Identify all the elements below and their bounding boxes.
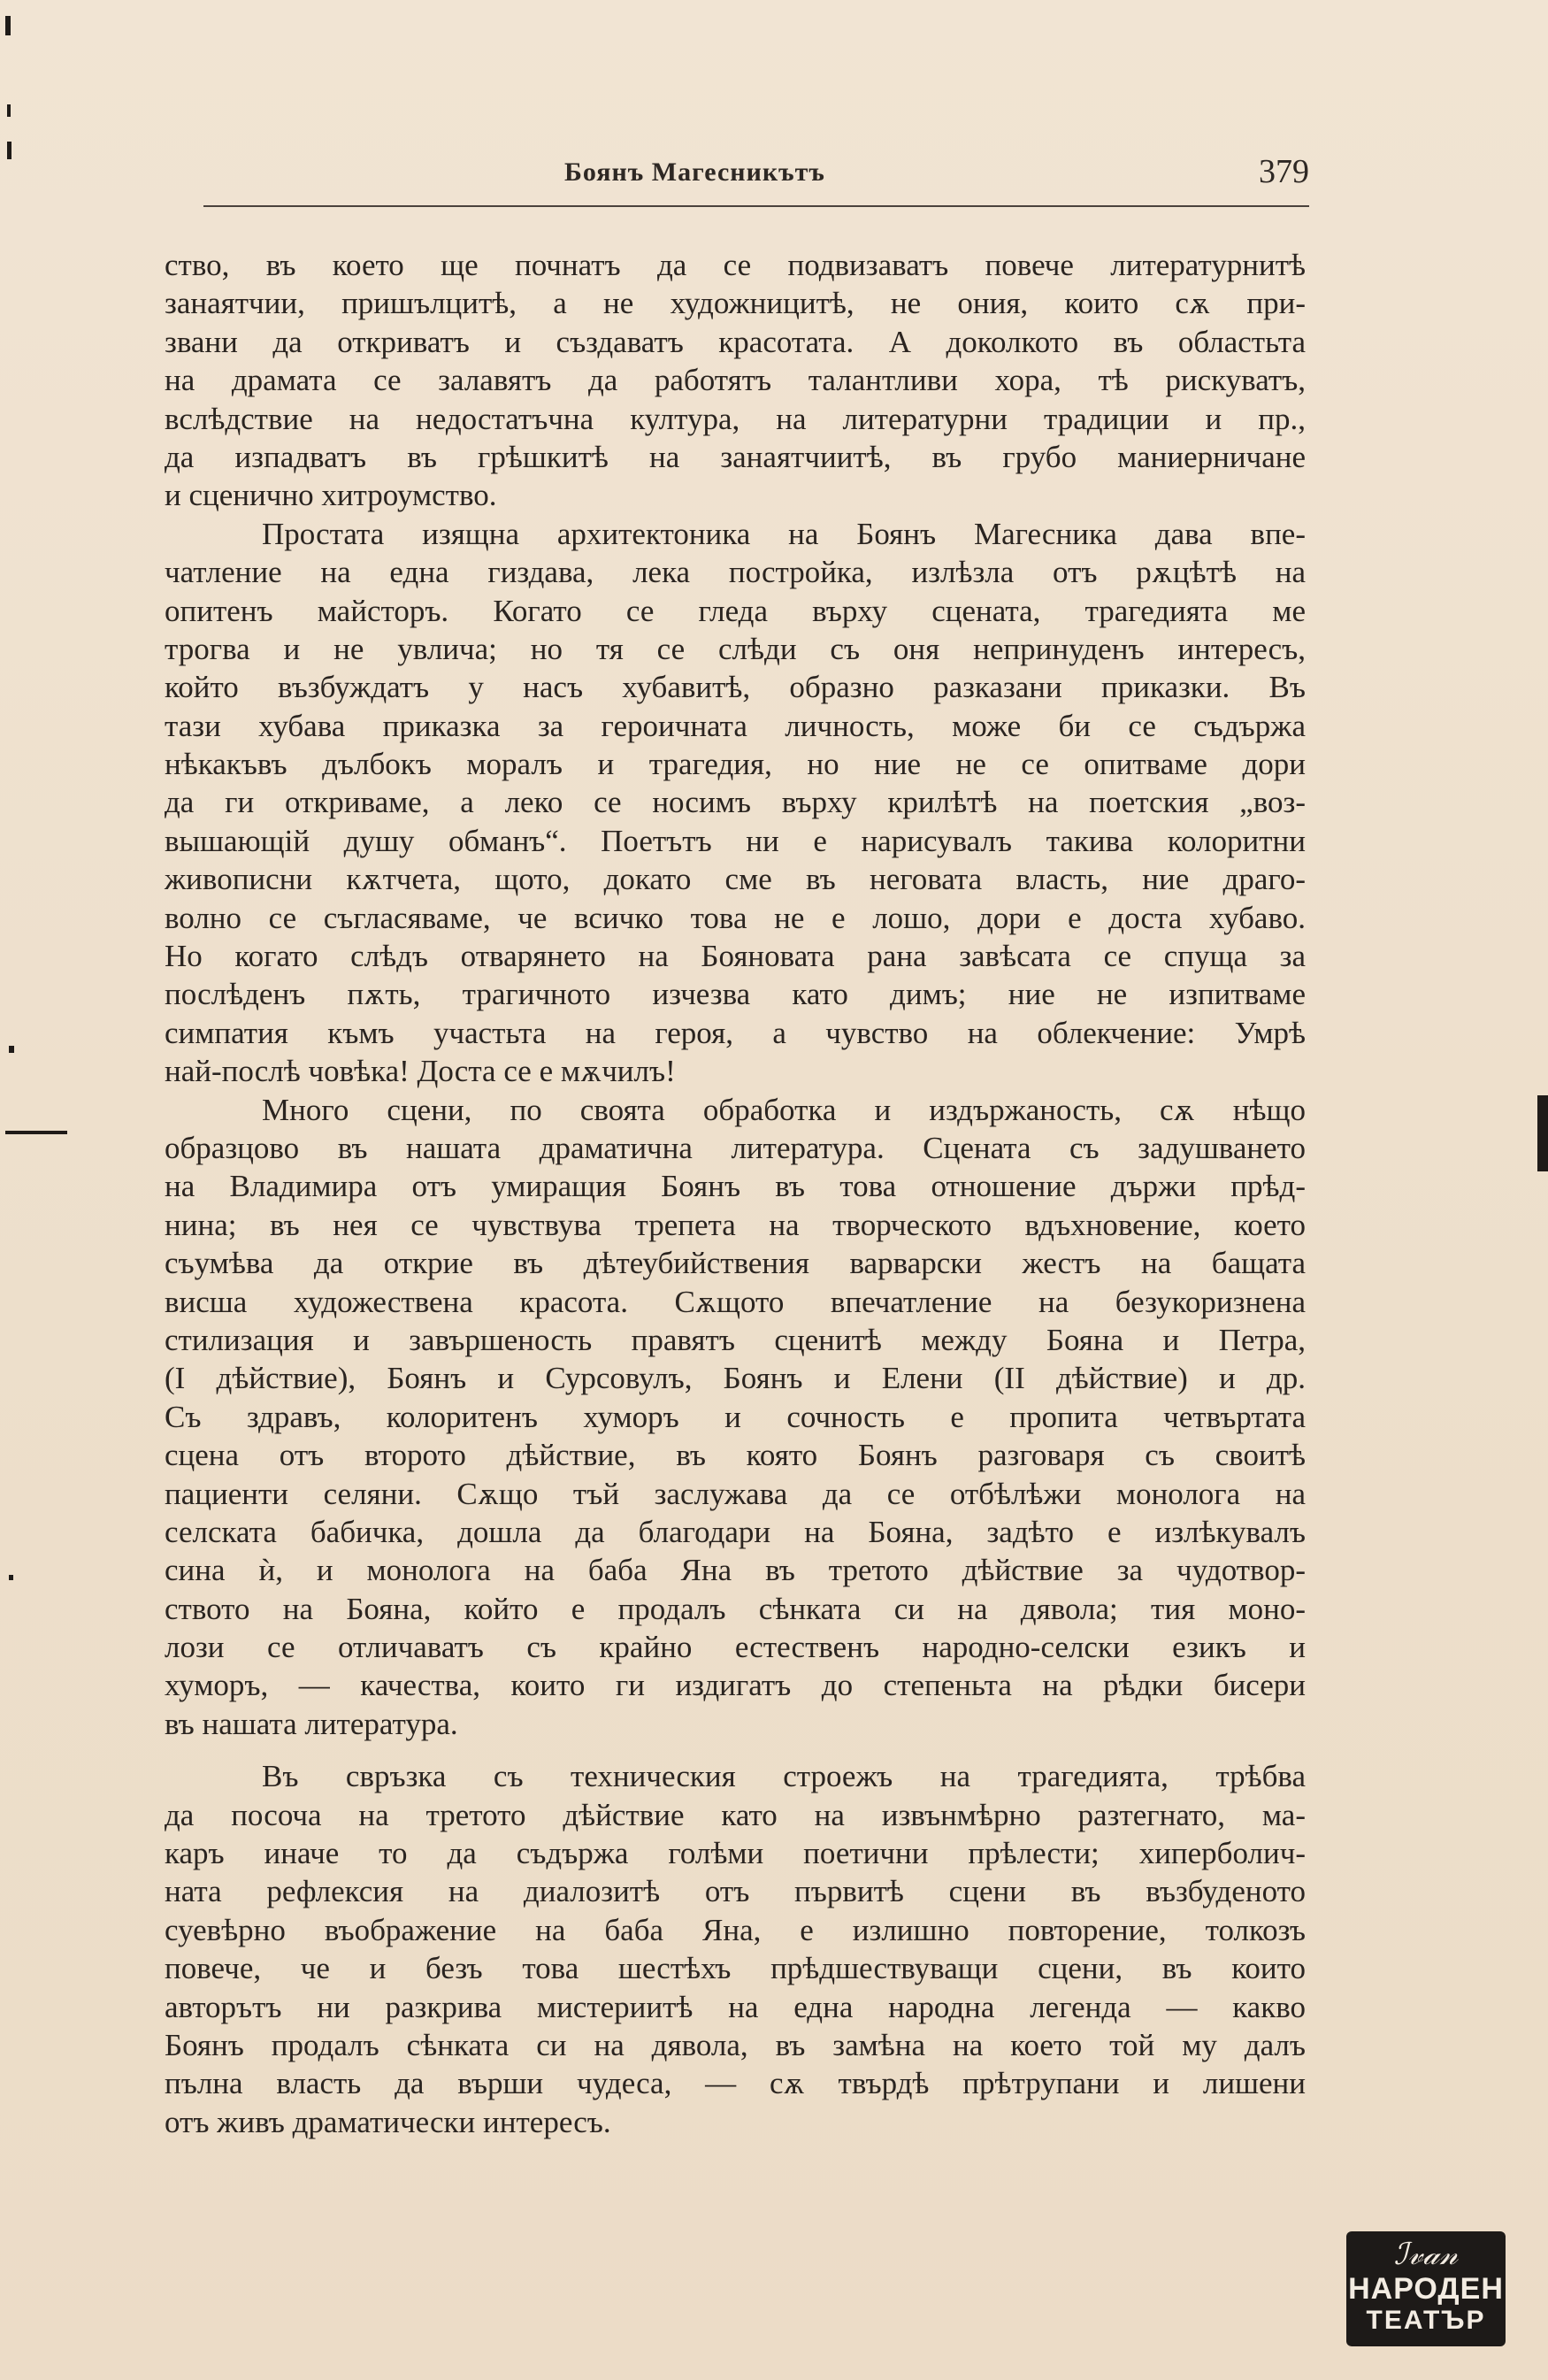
scan-mark	[9, 1046, 14, 1053]
text-line: образцово въ нашата драматична литература. Сцената съ задушването	[165, 1130, 1306, 1165]
paragraph	[165, 1091, 1306, 1744]
text-line: пълна власть да върши чудеса, — сѫ твърдѣ прѣтрупани и лишени	[165, 2066, 1306, 2101]
theatre-logo	[1346, 2231, 1506, 2346]
text-line: тази хубава приказка за героичната личность, може би се съдържа	[165, 708, 1306, 743]
text-line: симпатия къмъ участьта на героя, а чувство на облекчение: Умрѣ	[165, 1015, 1306, 1050]
text-line: нина; въ нея се чувствува трепета на творческото вдъхновение, което	[165, 1207, 1306, 1242]
scan-mark	[7, 104, 11, 117]
scan-mark	[7, 142, 11, 159]
text-line: Но когато слѣдъ отварянето на Бояновата рана завѣсата се спуща за	[165, 939, 1306, 974]
text-line: волно се съгласяваме, че всичко това не е лошо, дори е доста хубаво.	[165, 900, 1306, 935]
text-line: занаятчии, пришълцитѣ, а не художницитѣ, не ония, които сѫ при-	[165, 286, 1306, 321]
text-line: звани да откриватъ и създаватъ красотата. А доколкото въ областьта	[165, 324, 1306, 359]
text-line: да ги откриваме, а леко се носимъ върху крилѣтѣ на поетския „воз-	[165, 785, 1306, 820]
page-header	[203, 152, 1309, 207]
text-line: най-послѣ човѣка! Доста се е мѫчилъ!	[165, 1054, 676, 1089]
text-line: Простата изящна архитектоника на Боянъ Магесника дава впе-	[262, 516, 1306, 551]
scan-mark	[5, 16, 11, 35]
paragraph-gap	[165, 1743, 1306, 1757]
text-line: Боянъ продалъ сѣнката си на дявола, въ замѣна на което той му далъ	[165, 2027, 1306, 2062]
text-line: хуморъ, — качества, които ги издигатъ до степеньта на рѣдки бисери	[165, 1668, 1306, 1703]
text-line: чатление на една гиздава, лека постройка, излѣзла отъ рѫцѣтѣ на	[165, 555, 1306, 590]
text-line: вышающій душу обманъ“. Поетътъ ни е нарисувалъ такива колоритни	[165, 823, 1306, 858]
text-line: да посоча на третото дѣйствие като на извънмѣрно разтегнато, ма-	[165, 1797, 1306, 1832]
text-line: стилизация и завършеность правятъ сценитѣ между Бояна и Петра,	[165, 1322, 1306, 1357]
text-line: послѣденъ пѫть, трагичното изчезва като димъ; ние не изпитваме	[165, 977, 1306, 1012]
text-line: ната рефлексия на диалозитѣ отъ първитѣ сцени въ възбуденото	[165, 1874, 1306, 1909]
text-line: трогва и не увлича; но тя се слѣди съ оня непринуденъ интересъ,	[165, 631, 1306, 666]
scan-mark	[9, 1575, 13, 1580]
scan-mark	[5, 1131, 67, 1134]
paragraph	[165, 515, 1306, 1091]
text-line: каръ иначе то да съдържа голѣми поетични прѣлести; хиперболич-	[165, 1836, 1306, 1871]
text-line: да изпадватъ въ грѣшкитѣ на занаятчиитѣ, въ грубо маниерничане	[165, 439, 1306, 474]
running-title: Боянъ Магесникътъ	[564, 157, 825, 187]
text-line: пациенти селяни. Сѫщо тъй заслужава да се отбѣлѣжи монолога на	[165, 1476, 1306, 1511]
text-line: суевѣрно въображение на баба Яна, е излишно повторение, толкозъ	[165, 1912, 1306, 1947]
text-line: Въ свръзка съ техническия строежъ на трагедията, трѣбва	[262, 1759, 1306, 1794]
text-line: на драмата се залавятъ да работятъ талантливи хора, тѣ рискуватъ,	[165, 363, 1306, 398]
text-line: въ нашата литература.	[165, 1706, 458, 1741]
text-line: повече, че и безъ това шестѣхъ прѣдшествуващи сцени, въ които	[165, 1951, 1306, 1986]
text-line: и сценично хитроумство.	[165, 478, 497, 513]
text-line: опитенъ майсторъ. Когато се гледа върху сцената, трагедията ме	[165, 593, 1306, 628]
text-line: сина ѝ, и монолога на баба Яна въ третото дѣйствие за чудотвор-	[165, 1553, 1306, 1588]
text-line: висша художествена красота. Сѫщото впечатление на безукоризнена	[165, 1284, 1306, 1319]
logo-line-2: ТЕАТЪР	[1366, 2306, 1486, 2335]
text-line: авторътъ ни разкрива мистериитѣ на една народна легенда — какво	[165, 1989, 1306, 2024]
paragraph	[165, 246, 1306, 515]
text-line: ството на Бояна, който е продалъ сѣнката си на дявола; тия моно-	[165, 1591, 1306, 1626]
text-line: Много сцени, по своята обработка и издържаность, сѫ нѣщо	[262, 1092, 1306, 1127]
text-line: съумѣва да открие въ дѣтеубийствения варварски жестъ на бащата	[165, 1246, 1306, 1281]
text-line: Съ здравъ, колоритенъ хуморъ и сочность е пропита четвъртата	[165, 1399, 1306, 1434]
text-line: отъ живъ драматически интересъ.	[165, 2104, 611, 2139]
page-number: 379	[1259, 153, 1309, 190]
text-line: живописни кѫтчета, щото, докато сме въ неговата власть, ние драго-	[165, 862, 1306, 897]
logo-line-1: НАРОДЕН	[1348, 2272, 1504, 2306]
text-line: ство, въ което ще почнатъ да се подвизаватъ повече литературнитѣ	[165, 248, 1306, 282]
text-line: който възбуждатъ у насъ хубавитѣ, образно разказани приказки. Въ	[165, 670, 1306, 705]
scan-mark	[1537, 1095, 1548, 1171]
text-line: (I дѣйствие), Боянъ и Сурсовулъ, Боянъ и Елени (II дѣйствие) и др.	[165, 1361, 1306, 1396]
body-text	[165, 246, 1306, 2141]
paragraph	[165, 1757, 1306, 2141]
text-line: лози се отличаватъ съ крайно естественъ народно-селски езикъ и	[165, 1630, 1306, 1665]
text-line: на Владимира отъ умиращия Боянъ въ това отношение държи прѣд-	[165, 1169, 1306, 1204]
text-line: нѣкакъвъ дълбокъ моралъ и трагедия, но ние не се опитваме дори	[165, 747, 1306, 782]
signature-mark: ℐ𝓋𝒶𝓃	[1393, 2237, 1459, 2272]
text-line: селската бабичка, дошла да благодари на Бояна, задѣто е излѣкувалъ	[165, 1514, 1306, 1549]
text-line: вслѣдствие на недостатъчна култура, на литературни традиции и пр.,	[165, 401, 1306, 436]
text-line: сцена отъ второто дѣйствие, въ която Боянъ разговаря съ своитѣ	[165, 1438, 1306, 1473]
